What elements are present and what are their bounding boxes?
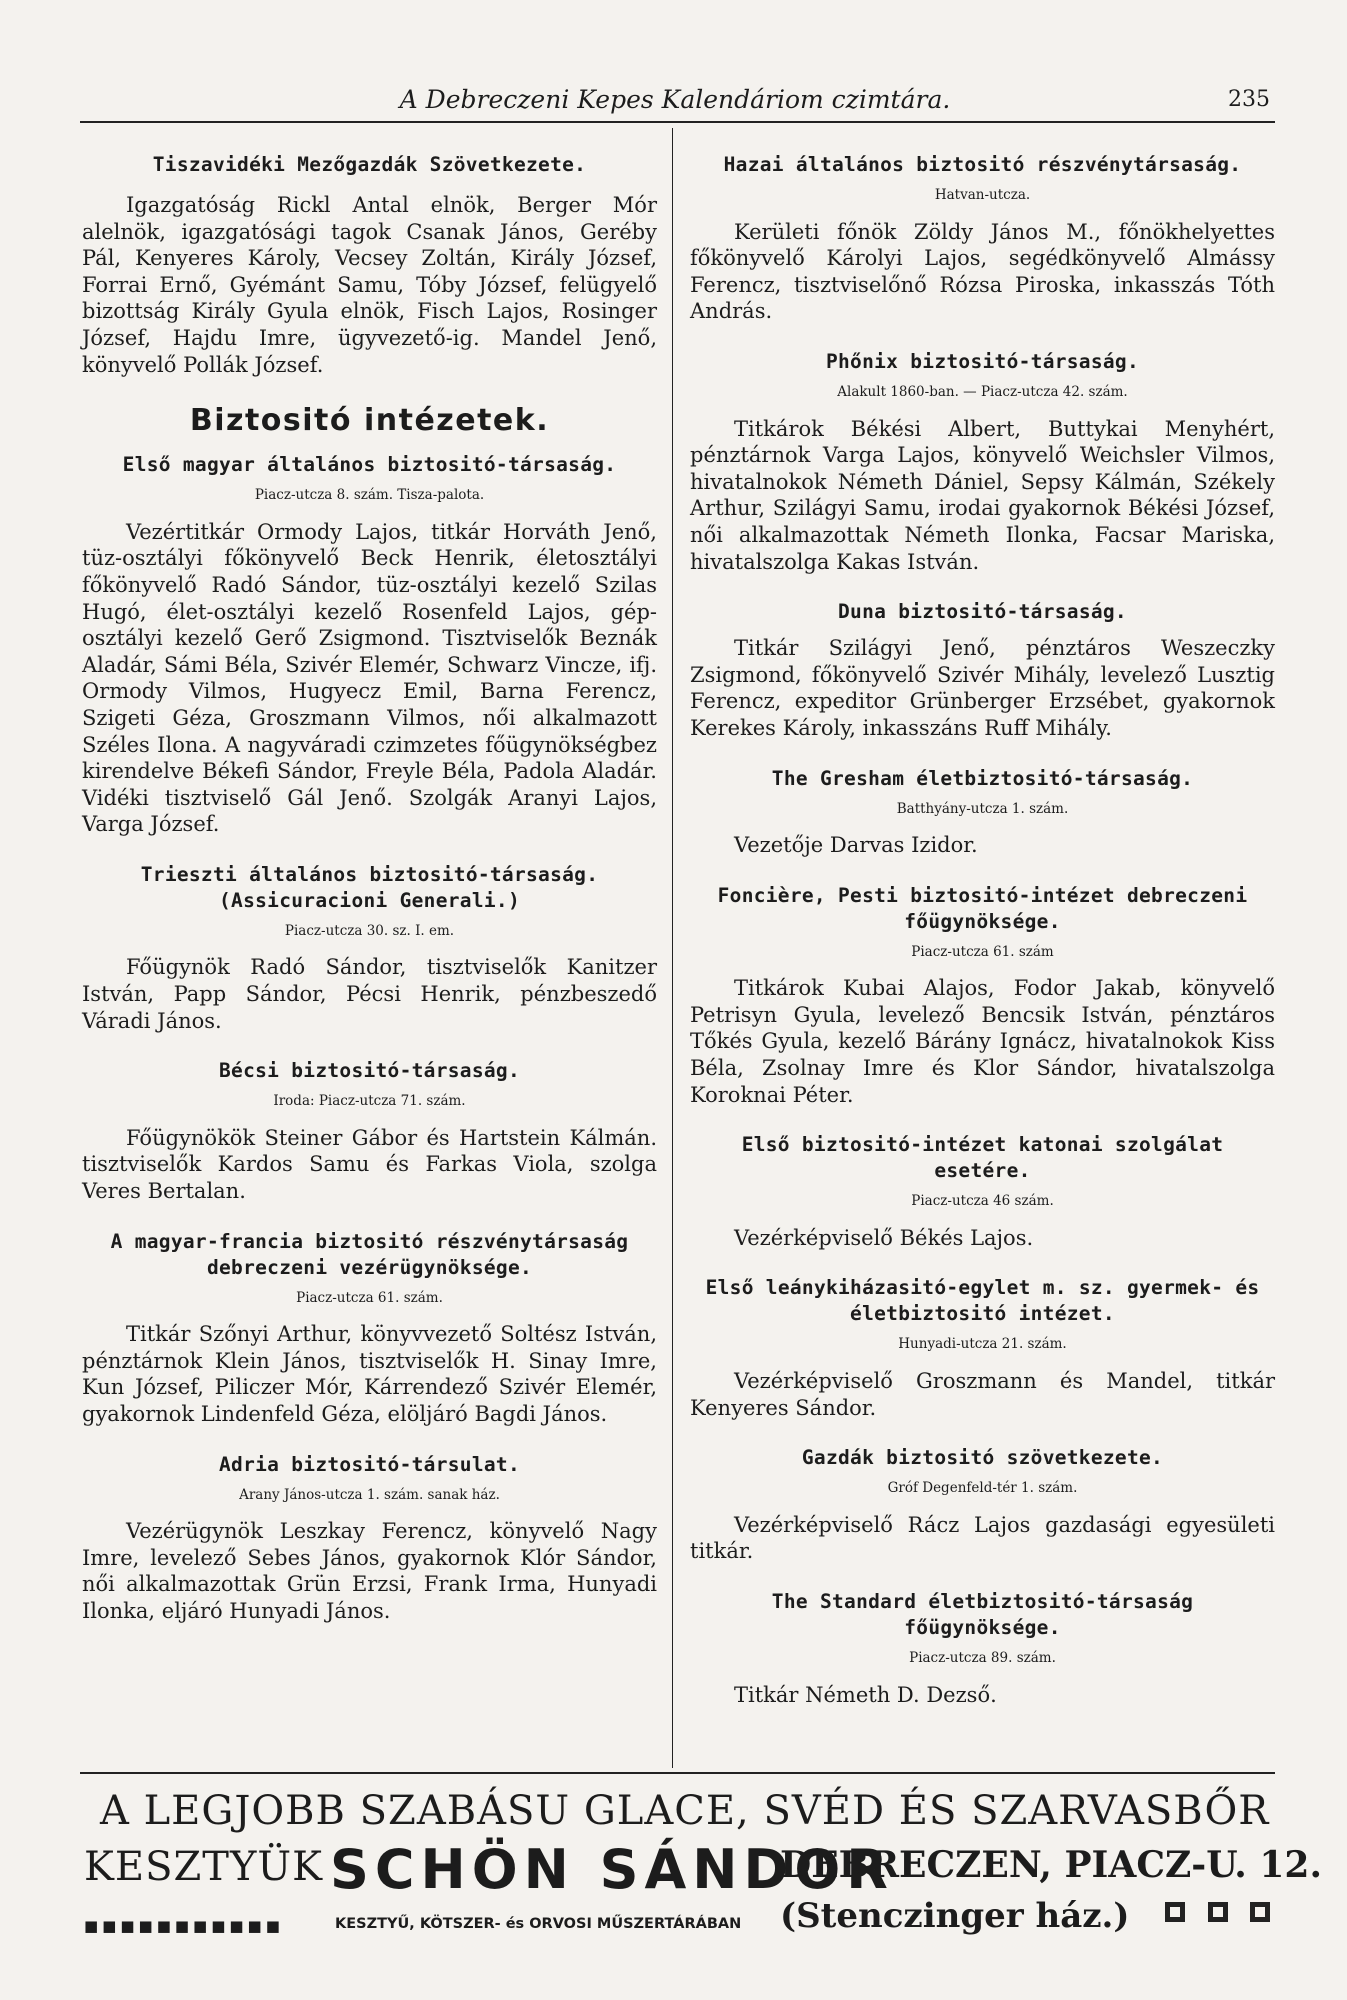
ad-shop-type: KESZTYŰ, KÖTSZER- és ORVOSI MŰSZERTÁRÁBAN xyxy=(335,1916,742,1932)
section-heading: Duna biztositó-társaság. xyxy=(838,600,1127,624)
section-gresham xyxy=(690,766,1275,859)
section-heading: Első leánykiházasitó-egylet m. sz. gyermek- és életbiztositó intézet. xyxy=(705,1276,1260,1326)
advertisement xyxy=(80,1788,1322,1963)
section-body: Vezérképviselő Békés Lajos. xyxy=(734,1225,1034,1250)
section-address: Piacz-utcza 30. sz. I. em. xyxy=(284,922,455,939)
section-elso-magyar xyxy=(82,452,657,838)
section-heading: Trieszti általános biztositó-társaság. (Assicuracioni Generali.) xyxy=(140,862,599,912)
ad-headline: A LEGJOBB SZABÁSU GLACE, SVÉD ÉS SZARVASBŐR xyxy=(100,1788,1270,1834)
section-leanykihazasito xyxy=(690,1275,1275,1421)
section-hazai xyxy=(690,152,1275,325)
ad-ornament-dots: ■■■■■■■■■■■ xyxy=(84,1917,284,1935)
footer-rule xyxy=(80,1772,1275,1774)
section-address: Piacz-utcza 46 szám. xyxy=(911,1193,1054,1210)
section-heading: Tiszavidéki Mezőgazdák Szövetkezete. xyxy=(152,153,587,176)
section-body: Titkár Szilágyi Jenő, pénztáros Weszeczky Zsigmond, főkönyvelő Szivér Mihály, levelező Lusztig Ferencz, expeditor Grünberger Erzsébet, gyakornok Kerekes Károly, inkasszáns Ruff Mihály. xyxy=(690,636,1275,740)
section-address: Hatvan-utcza. xyxy=(934,187,1031,203)
section-address: Hunyadi-utcza 21. szám. xyxy=(898,1336,1067,1353)
section-address: Arany János-utcza 1. szám. sanak ház. xyxy=(239,1486,500,1503)
ad-brand: SCHÖN SÁNDOR xyxy=(330,1838,894,1901)
page-number: 235 xyxy=(1228,87,1270,112)
section-body: Igazgatóság Rickl Antal elnök, Berger Mór alelnök, igazgatósági tagok Csanak János, Geréby Pál, Kenyeres Károly, Vecsey Zoltán, Király József, Forrai Ernő, Gyémánt Samu, Tóby József, felügyelő bizottság Király Gyula elnök, Fisch Lajos, Rosinger József, Hajdu Imre, ügyvezető-ig. Mandel Jenő, könyvelő Pollák József. xyxy=(82,193,657,377)
section-address: Alakult 1860-ban. — Piacz-utcza 42. szám. xyxy=(837,383,1128,400)
header-rule xyxy=(80,121,1275,123)
ad-product: KESZTYÜK xyxy=(84,1844,323,1890)
section-body: Vezértitkár Ormody Lajos, titkár Horváth Jenő, tüz-osztályi főkönyvelő Beck Henrik, életosztályi főkönyvelő Radó Sándor, tüz-osztályi kezelő Szilas Hugó, élet-osztályi kezelő Rosenfeld Lajos, gép-osztályi kezelő Gerő Zsigmond. Tisztviselők Beznák Aladár, Sámi Béla, Szivér Elemér, Schwarz Vincze, ifj. Ormody Vilmos, Hugyecz Emil, Barna Ferencz, Szigeti Géza, Groszmann Vilmos, női alkalmazott Széles Ilona. A nagyváradi czimzetes főügynökségbez kirendelve Békefi Sándor, Freyle Béla, Padola Aladár. Vidéki tisztviselő Gál Jenő. Szolgák Aranyi Lajos, Varga József. xyxy=(82,519,657,837)
section-heading: The Standard életbiztositó-társaság főügynöksége. xyxy=(771,1590,1194,1639)
ad-ornament-square xyxy=(1165,1902,1185,1922)
section-magyar-francia xyxy=(82,1229,657,1428)
section-becsi xyxy=(82,1058,657,1204)
section-body: Titkárok Békési Albert, Buttykai Menyhért, pénztárnok Varga Lajos, könyvelő Weichsler Vilmos, hivatalnokok Németh Dániel, Sepsy Kálmán, Székely Arthur, Szilágyi Samu, irodai gyakornok Békési József, női alkalmazottak Németh Ilonka, Facsar Mariska, hivatalszolga Kakas István. xyxy=(690,416,1275,574)
section-body: Vezérképviselő Groszmann és Mandel, titkár Kenyeres Sándor. xyxy=(690,1369,1275,1420)
section-heading: Első biztositó-intézet katonai szolgálat esetére. xyxy=(741,1133,1224,1183)
section-heading: Bécsi biztositó-társaság. xyxy=(219,1059,520,1083)
section-body: Vezetője Darvas Izidor. xyxy=(734,833,978,858)
section-body: Vezérképviselő Rácz Lajos gazdasági egyesületi titkár. xyxy=(690,1512,1275,1564)
running-title: A Debreczeni Kepes Kalendáriom czimtára. xyxy=(399,85,951,114)
ad-address: DEBRECZEN, PIACZ-U. 12. xyxy=(780,1844,1322,1886)
section-body: Titkár Szőnyi Arthur, könyvvezető Soltész István, pénztárnok Klein János, tisztviselők H. Sinay Imre, Kun József, Piliczer Mór, Kárrendező Szivér Elemér, gyakornok Lindenfeld Géza, elöljáró Bagdi János. xyxy=(82,1322,657,1426)
left-column xyxy=(82,152,657,1649)
section-heading: A magyar-francia biztositó részvénytársaság debreczeni vezérügynöksége. xyxy=(110,1229,629,1279)
section-katonai xyxy=(690,1132,1275,1251)
section-body: Titkárok Kubai Alajos, Fodor Jakab, könyvelő Petrisyn Gyula, levelező Bencsik István, pénztáros Tőkés Gyula, kezelő Bárány Ignácz, hivatalnokok Kiss Béla, Zsolnay Imre és Klor Sándor, hivatalszolga Koroknai Péter. xyxy=(690,976,1275,1107)
section-heading: Első magyar általános biztositó-társaság. xyxy=(122,453,617,477)
section-address: Piacz-utcza 61. szám xyxy=(911,943,1054,960)
section-fonciere xyxy=(690,883,1275,1109)
right-column xyxy=(690,152,1275,1732)
section-gazdak xyxy=(690,1445,1275,1565)
column-divider xyxy=(672,128,673,1768)
section-body: Titkár Németh D. Dezső. xyxy=(734,1682,997,1707)
section-heading: Gazdák biztositó szövetkezete. xyxy=(801,1446,1164,1470)
ad-house: (Stenczinger ház.) xyxy=(780,1896,1130,1936)
running-header xyxy=(80,85,1270,119)
ad-ornament-square xyxy=(1250,1902,1270,1922)
ad-ornament-square xyxy=(1208,1902,1228,1922)
section-heading: Foncière, Pesti biztositó-intézet debreczeni főügynöksége. xyxy=(717,883,1248,933)
section-trieszti xyxy=(82,862,657,1034)
section-heading: Hazai általános biztositó részvénytársaság. xyxy=(723,153,1242,176)
section-tiszavideki xyxy=(82,152,657,378)
section-adria xyxy=(82,1452,657,1625)
section-address: Batthyány-utcza 1. szám. xyxy=(896,800,1069,817)
section-body: Kerületi főnök Zöldy János M., főnökhelyettes főkönyvelő Károlyi Lajos, segédkönyvelő Almássy Ferencz, tisztviselőnő Rózsa Piroska, inkasszás Tóth András. xyxy=(690,219,1275,324)
section-phonix xyxy=(690,349,1275,575)
section-heading: Phőnix biztositó-társaság. xyxy=(825,349,1140,373)
section-body: Főügynökök Steiner Gábor és Hartstein Kálmán. tisztviselők Kardos Samu és Farkas Viola, szolga Veres Bertalan. xyxy=(82,1125,657,1204)
section-address: Piacz-utcza 61. szám. xyxy=(296,1289,443,1306)
section-address: Piacz-utcza 8. szám. Tisza-palota. xyxy=(254,487,485,504)
section-address: Gróf Degenfeld-tér 1. szám. xyxy=(887,1480,1078,1497)
section-address: Piacz-utcza 89. szám. xyxy=(909,1650,1056,1666)
section-heading: The Gresham életbiztositó-társaság. xyxy=(771,766,1194,790)
section-address: Iroda: Piacz-utcza 71. szám. xyxy=(273,1093,466,1110)
chapter-heading: Biztositó intézetek. xyxy=(189,403,550,439)
section-body: Főügynök Radó Sándor, tisztviselők Kanitzer István, Papp Sándor, Pécsi Henrik, pénzbeszedő Váradi János. xyxy=(82,955,657,1033)
section-duna xyxy=(690,599,1275,741)
section-heading: Adria biztositó-társulat. xyxy=(219,1452,520,1476)
section-body: Vezérügynök Leszkay Ferencz, könyvelő Nagy Imre, levelező Sebes János, gyakornok Klór Sándor, női alkalmazottak Grün Erzsi, Frank Irma, Hunyadi Ilonka, eljáró Hunyadi János. xyxy=(82,1519,657,1623)
section-standard xyxy=(690,1589,1275,1708)
